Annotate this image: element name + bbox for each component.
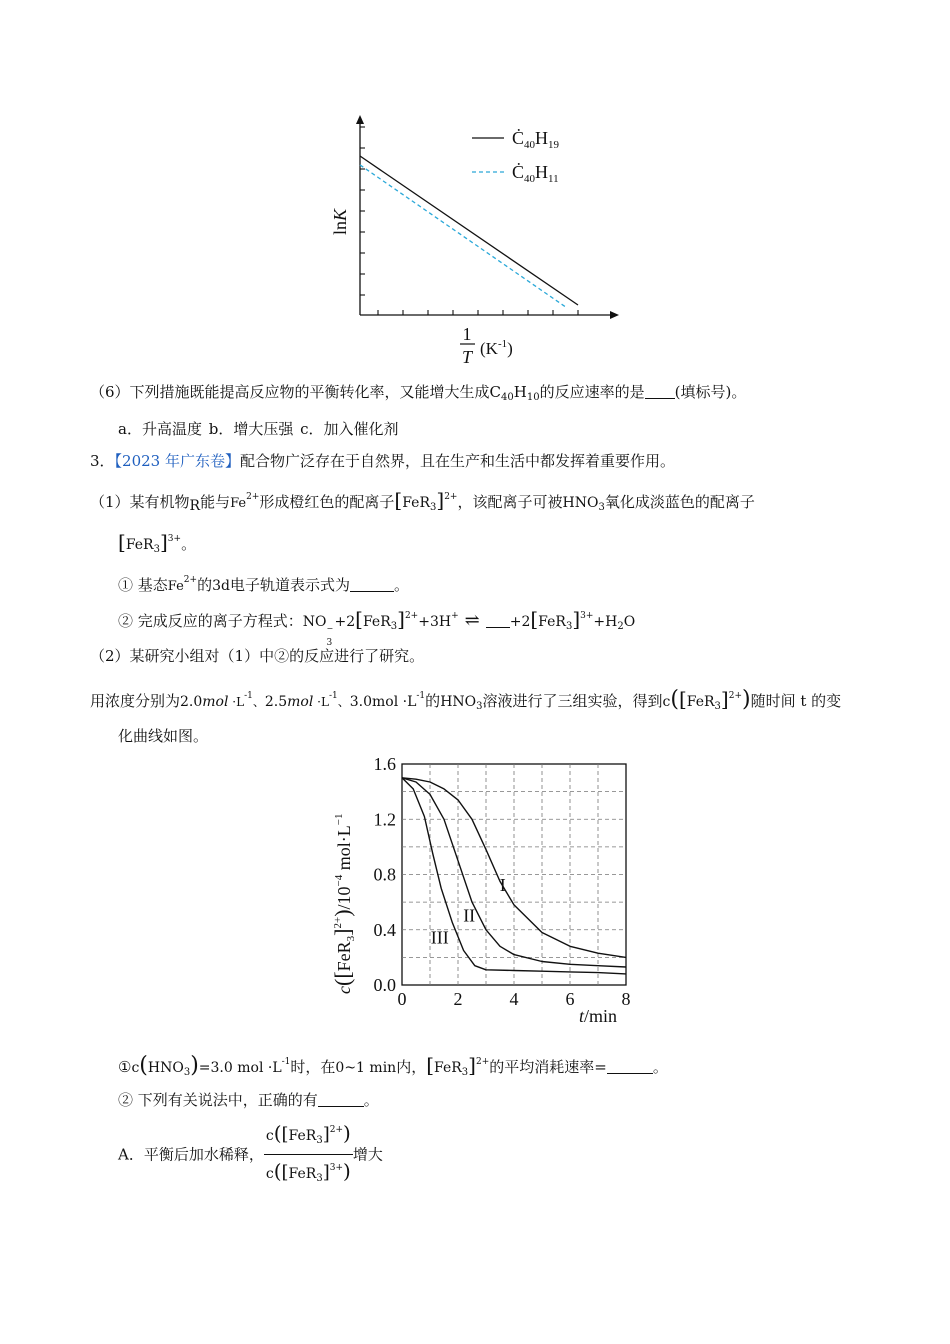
s1-end: 。: [393, 576, 409, 594]
x-label-numerator: 1: [462, 324, 472, 344]
s2-answer-blank[interactable]: [486, 613, 510, 628]
x-ticks: [378, 310, 578, 315]
s2-water-h: +H: [593, 614, 618, 630]
q6-text-a: （6）下列措施既能提高反应物的平衡转化率，又能增大生成: [90, 383, 490, 401]
p1-ion2: FeR: [125, 537, 154, 553]
x-label-denominator: T: [461, 347, 473, 367]
a1-fe-3: 3: [461, 1067, 469, 1078]
p1-end: 。: [181, 535, 197, 553]
y-axis-label: $c([FeR_3]^{2+})/10^{-4}$ $mol\cdot L^{-1}$: [330, 813, 357, 994]
p1-text-c: 形成橙红色的配离子: [259, 493, 395, 511]
y-tick-label: 0.8: [373, 864, 396, 885]
question-3-header: [90, 450, 675, 472]
p1-text-a: （1）某有机物: [90, 493, 190, 511]
s2-fe: FeR: [362, 614, 391, 630]
x-tick-label: 2: [453, 989, 463, 1009]
x-tick-label: 0: [397, 989, 407, 1009]
p3-v2: 2.5: [264, 694, 288, 710]
s2-h-charge: +: [451, 611, 459, 621]
s1-fe: Fe: [167, 579, 184, 594]
opt-a-fraction: [264, 1119, 353, 1190]
a1-text-d: 的平均消耗速率=: [489, 1058, 607, 1076]
q3-part-1: （1）某有机物R能与$Fe^{2+}$形成橙红色的配离子$[FeR_3]^{2+}$，该配离子可被$HNO_3$氧化成淡蓝色的配离子: [90, 488, 755, 514]
q3-answer-2: [118, 1089, 379, 1111]
s2-plus2: +2: [334, 614, 356, 630]
p1-ion2-3: 3: [153, 544, 160, 555]
p3-exp1: -1: [244, 691, 253, 701]
p3-fe-3: 3: [714, 701, 721, 712]
y-axis-label: lnK: [330, 208, 350, 236]
s1-text-a: ① 基态: [118, 576, 168, 594]
x-axis-arrow: [610, 311, 619, 319]
a1-exp: -1: [281, 1057, 291, 1067]
q6-formula-c: C: [489, 383, 502, 401]
s2-fe-charge: 2+: [404, 611, 419, 621]
x-label-unit: $(K^{-1})$: [480, 338, 513, 358]
q6-formula-10: 10: [526, 392, 540, 403]
s2-fe-3: 3: [390, 621, 398, 632]
a1-eq: =3.0 mol ·L: [198, 1060, 282, 1076]
a2-answer-blank[interactable]: [318, 1092, 364, 1107]
p3-v3: 3.0mol ·L: [349, 694, 417, 710]
p1-fe-charge: 2+: [246, 492, 260, 502]
opt-a-numerator: $c([FeR_3]^{2+})$: [264, 1119, 353, 1155]
a2-text-a: ② 下列有关说法中，正确的有: [118, 1091, 318, 1109]
s2-no-charge: −: [326, 624, 334, 633]
p1-ion-3: 3: [430, 502, 437, 513]
question-6: [90, 381, 746, 409]
a1-fe-charge: 2+: [475, 1057, 490, 1067]
p3-text-c: 溶液进行了三组实验，得到: [482, 692, 663, 710]
p3-fe: FeR: [686, 694, 715, 710]
s1-text-c: 电子轨道表示式为: [229, 576, 350, 594]
a1-fe: FeR: [434, 1060, 462, 1076]
series-label-i: I: [499, 875, 506, 896]
y-axis-arrow: [356, 115, 364, 124]
legend-label-c40h19: $Ċ_{40}H_{19}$: [512, 128, 560, 151]
s2-water-o: O: [623, 614, 636, 630]
y-tick-label: 1.2: [373, 809, 396, 830]
q3-answer-1: $①c(HNO_3)=3.0$ mol $\cdot L^{-1}$时，在0~1 min内，$[FeR_3]^{2+}$的平均消耗速率= 。: [118, 1053, 668, 1078]
a1-text-a: ①: [118, 1058, 132, 1076]
s1-text-b: 的: [197, 576, 213, 594]
opt-a-text: A．平衡后加水稀释，: [118, 1145, 264, 1164]
q3-sub-1: [118, 569, 409, 598]
s2-h: +3H: [418, 614, 452, 630]
a2-end: 。: [363, 1091, 379, 1109]
q6-text-b: 的反应速率的是: [539, 383, 645, 401]
x-tick-label: 6: [565, 989, 575, 1009]
y-ticks: [360, 127, 365, 295]
p1-ion2-charge: 3+: [167, 534, 182, 544]
p3-sep2: 、: [337, 695, 350, 709]
s2-fe2-3: 3: [565, 621, 573, 632]
opt-a-denominator: $c([FeR_3]^{3+})$: [265, 1159, 351, 1184]
p1-r: R: [189, 498, 201, 514]
s2-no-3: 3: [326, 638, 333, 648]
q6-formula-h: H: [513, 383, 527, 401]
s2-plus2b: +2: [509, 614, 531, 630]
q6-answer-blank[interactable]: [645, 384, 675, 399]
option-a: [118, 1119, 383, 1190]
s1-answer-blank[interactable]: [350, 577, 394, 592]
s2-fe2: FeR: [538, 614, 566, 630]
q3-number: 3．: [90, 452, 115, 470]
p3-sep1: 、: [252, 695, 265, 709]
s2-equilibrium-arrow: ⇌: [464, 610, 480, 631]
q6-text-c: (填标号)。: [674, 383, 747, 401]
q6-formula-40: 40: [501, 392, 514, 403]
p3-hno-3: 3: [476, 701, 483, 712]
p1-text-d: ，该配离子可被: [457, 493, 563, 511]
x-axis-label: t/min: [578, 1006, 618, 1026]
a1-range: 0~1 min: [335, 1060, 397, 1076]
q3-source: 【2023 年广东卷】: [114, 452, 240, 470]
y-tick-label: 0.4: [373, 919, 396, 940]
s2-text-a: ② 完成反应的离子方程式：: [118, 612, 303, 630]
series-line-c40h11: [360, 165, 567, 308]
s2-fe2-charge: 3+: [580, 611, 594, 621]
p3-mol2: mol: [287, 694, 314, 710]
p3-exp3: -1: [416, 691, 426, 701]
p1-text-b: 能与: [200, 493, 231, 511]
q3-sub-2: ② 完成反应的离子方程式：NO − 3 $+2[FeR_3]^{2+}+3H^+$ ⇌ $+2[FeR_3]^{3+}+H_2O$: [118, 605, 635, 638]
p3-text-b: 的: [425, 692, 441, 710]
a1-hno-3: 3: [183, 1067, 191, 1078]
x-tick-label: 4: [509, 989, 519, 1009]
s1-charge: 2+: [183, 575, 198, 585]
a1-text-b: 时，在: [290, 1058, 336, 1076]
p3-text-a: 用浓度分别为: [90, 692, 181, 710]
q3-part-2: （2）某研究小组对（1）中②的反应进行了研究。: [90, 647, 425, 665]
p1-ion: FeR: [402, 495, 431, 511]
a1-c: c: [131, 1060, 140, 1076]
p3-mol1: mol: [202, 694, 229, 710]
x-tick-label: 8: [621, 989, 631, 1009]
p1-hno: HNO: [562, 495, 599, 511]
y-tick-label: 1.6: [373, 756, 396, 774]
p1-hno-3: 3: [598, 502, 605, 513]
p3-v1: 2.0: [180, 694, 203, 710]
q6-options: a．升高温度 b．增大压强 c．加入催化剂: [118, 420, 399, 438]
a1-text-c: 内，: [396, 1058, 427, 1076]
p3-exp2: -1: [328, 691, 338, 701]
y-tick-label: 0.0: [373, 975, 396, 995]
series-label-iii: III: [430, 927, 449, 948]
q3-text: 配合物广泛存在于自然界，且在生产和生活中都发挥着重要作用。: [240, 452, 676, 470]
s2-water-2: 2: [617, 621, 624, 632]
p3-text-d: 随时间 t 的变: [750, 692, 842, 710]
concentration-chart: [322, 756, 642, 1031]
p3-l2: ·L: [313, 695, 329, 709]
q3-part-1-cont: $[FeR_3]^{3+}$。: [118, 530, 197, 555]
s2-no: NO: [302, 614, 327, 630]
p3-c: c: [662, 694, 671, 710]
p1-ion-charge: 2+: [444, 492, 458, 502]
p3-l1: ·L: [228, 695, 245, 709]
p1-text-e: 氧化成淡蓝色的配离子: [604, 493, 755, 511]
p3-fe-charge: 2+: [728, 691, 743, 701]
q3-part-2-desc-cont: 化曲线如图。: [118, 727, 209, 745]
p3-hno: HNO: [440, 694, 477, 710]
s1-3d: 3d: [212, 578, 230, 594]
opt-a-text-b: 增大: [352, 1145, 383, 1164]
series-label-ii: II: [463, 905, 476, 926]
legend-label-c40h11: $Ċ_{40}H_{11}$: [512, 162, 559, 185]
a1-end: 。: [652, 1058, 668, 1076]
lnk-chart: [320, 110, 640, 370]
a1-hno: HNO: [147, 1060, 184, 1076]
q3-part-2-desc: 用浓度分别为$2.0mol \cdot L^{-1}$、$2.5mol \cdot L^{-1}$、$3.0mol \cdot L^{-1}$的$HNO_3$溶液进行了三组实验，得到$c([FeR_3]^{2+})$随时间 t 的变: [90, 687, 842, 712]
p1-fe: Fe: [230, 496, 247, 511]
a1-answer-blank[interactable]: [607, 1059, 653, 1074]
